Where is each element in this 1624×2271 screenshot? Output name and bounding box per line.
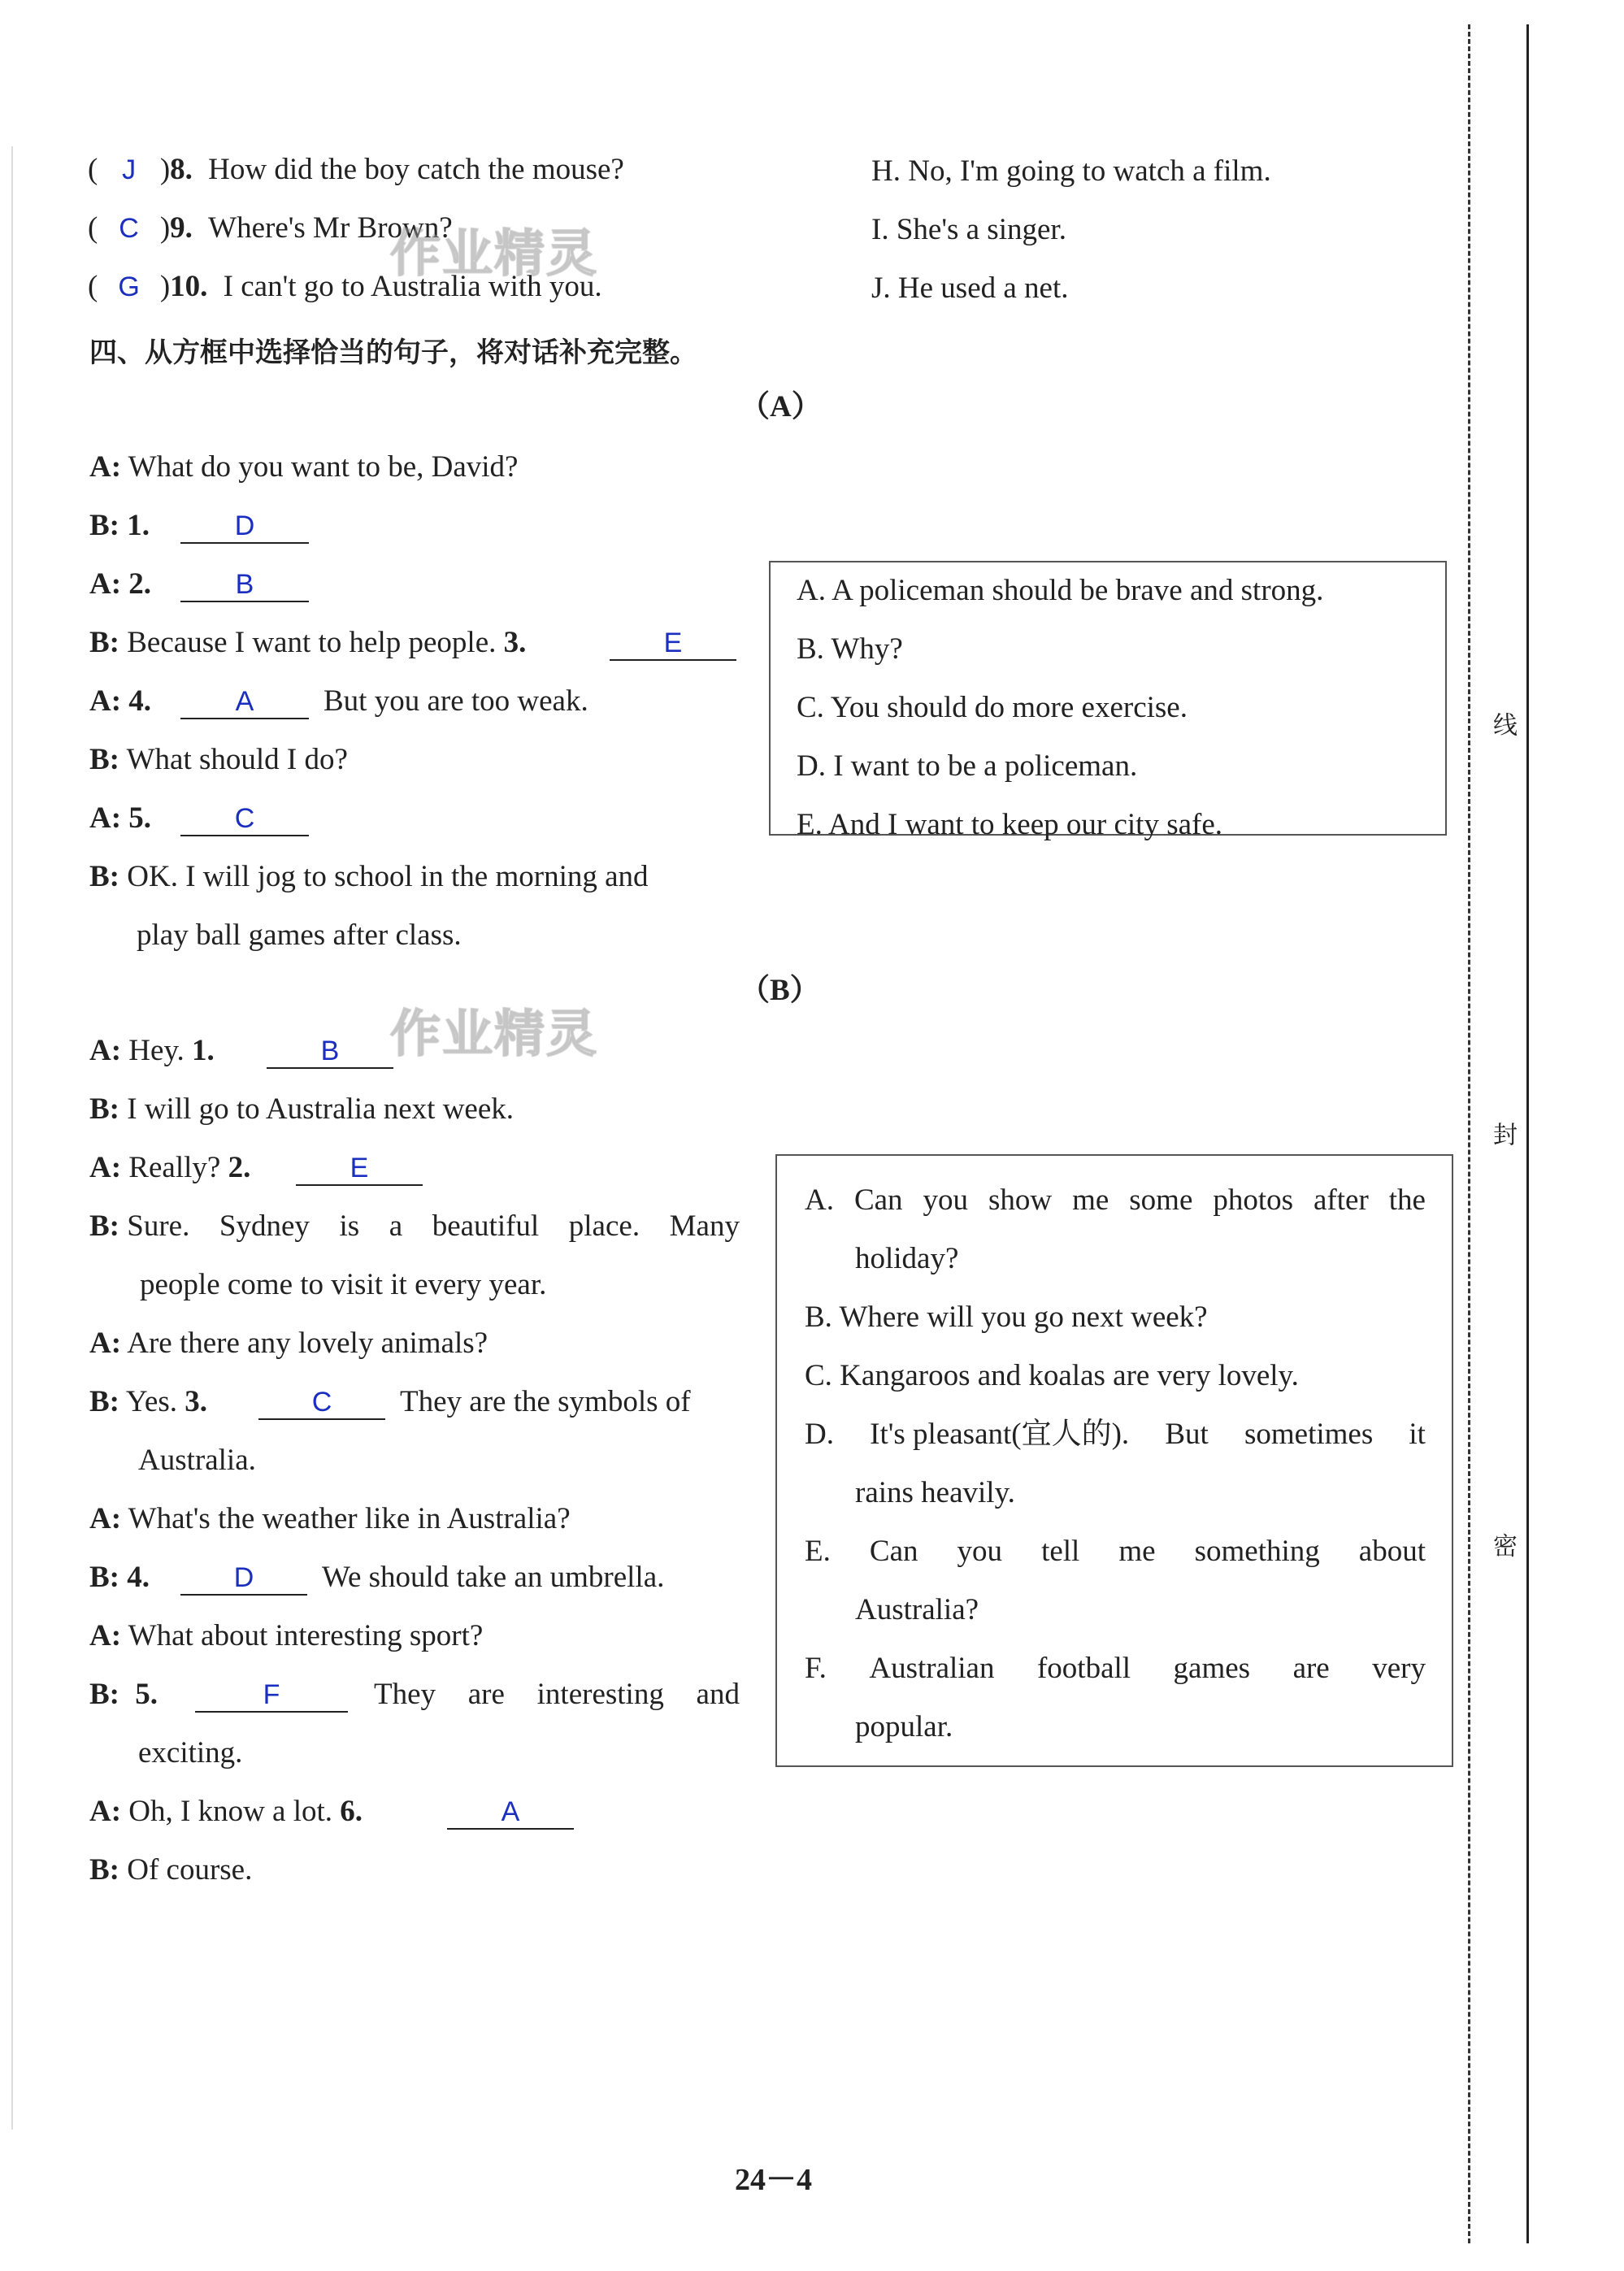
dialog-b-line-4: B: Sure. Sydney is a beautiful place. Many [89, 1209, 740, 1243]
binding-char-close: 密 [1488, 1533, 1517, 1557]
dialog-b-line-3: A: Really? 2. [89, 1151, 251, 1184]
match-row-10: ( G )10. I can't go to Australia with you. [88, 268, 602, 306]
dialog-b-line-1: A: Hey. 1. [89, 1034, 215, 1067]
answer-letter: J [122, 154, 137, 185]
left-margin-line [11, 146, 13, 2130]
option-d-cont: rains heavily. [855, 1476, 1015, 1509]
page-number: 24－4 [735, 2163, 813, 2197]
part-b-label: （B） [740, 974, 820, 1007]
answer-blank[interactable]: A [447, 1796, 574, 1830]
dialog-b-line-11: A: Oh, I know a lot. 6. [89, 1795, 363, 1828]
dialog-b-line-6-tail: They are the symbols of [400, 1385, 691, 1418]
binding-dashed-line [1468, 24, 1470, 2243]
dialog-a-line-4: B: Because I want to help people. 3. [89, 626, 527, 659]
dialog-b-line-12: B: Of course. [89, 1853, 253, 1887]
option-e: E. Can you tell me something about [805, 1535, 1426, 1568]
option-c: C. Kangaroos and koalas are very lovely. [805, 1359, 1299, 1392]
option-d: D. It's pleasant(宜人的). But sometimes it [805, 1418, 1426, 1451]
answer-blank[interactable]: F [195, 1678, 348, 1713]
dialog-a-line-6: B: What should I do? [89, 743, 348, 776]
binding-char-seal: 封 [1488, 1122, 1517, 1146]
dialog-b-line-8: B: 4. [89, 1561, 150, 1594]
binding-solid-line [1526, 24, 1529, 2243]
dialog-b-line-8-tail: We should take an umbrella. [322, 1561, 665, 1594]
dialog-b-line-10: B: 5. [89, 1678, 158, 1711]
watermark: 作业精灵 [390, 224, 599, 283]
dialog-a-line-8: B: OK. I will jog to school in the morning and [89, 860, 649, 893]
option-e-cont: Australia? [855, 1593, 979, 1626]
option-f-cont: popular. [855, 1710, 953, 1743]
answer-blank[interactable]: B [267, 1035, 393, 1069]
option-c: C. You should do more exercise. [797, 691, 1188, 724]
dialog-a-line-8-cont: play ball games after class. [137, 918, 462, 952]
answer-blank[interactable]: B [180, 568, 309, 602]
answer-blank[interactable]: D [180, 510, 309, 544]
answer-blank[interactable]: C [258, 1386, 385, 1420]
option-a-cont: holiday? [855, 1242, 959, 1275]
dialog-a-line-1: A: What do you want to be, David? [89, 450, 519, 484]
match-row-9: ( C )9. Where's Mr Brown? [88, 210, 453, 247]
dialog-b-line-10-tail: They are interesting and [374, 1678, 740, 1711]
dialog-b-line-5: A: Are there any lovely animals? [89, 1327, 489, 1360]
dialog-a-line-7: A: 5. [89, 801, 152, 835]
dialog-a-line-5-tail: But you are too weak. [323, 684, 588, 718]
dialog-b-line-7: A: What's the weather like in Australia? [89, 1502, 571, 1535]
answer-letter: G [118, 271, 140, 302]
match-row-8: ( J )8. How did the boy catch the mouse? [88, 151, 624, 189]
dialog-a-line-2: B: 1. [89, 509, 150, 542]
section-heading: 四、从方框中选择恰当的句子，将对话补充完整。 [89, 337, 697, 369]
option-f: F. Australian football games are very [805, 1652, 1426, 1685]
part-a-label: （A） [740, 390, 822, 423]
option-d: D. I want to be a policeman. [797, 749, 1138, 783]
dialog-b-line-6: B: Yes. 3. [89, 1385, 207, 1418]
dialog-b-line-9: A: What about interesting sport? [89, 1619, 484, 1652]
option-a: A. Can you show me some photos after the [805, 1183, 1426, 1217]
option-e: E. And I want to keep our city safe. [797, 808, 1223, 841]
match-option-j: J. He used a net. [871, 271, 1069, 305]
dialog-a-line-3: A: 2. [89, 567, 152, 601]
answer-blank[interactable]: E [296, 1152, 423, 1186]
answer-blank[interactable]: C [180, 802, 309, 836]
watermark: 作业精灵 [390, 1004, 599, 1063]
match-option-h: H. No, I'm going to watch a film. [871, 154, 1271, 188]
option-b: B. Why? [797, 632, 903, 666]
answer-blank[interactable]: A [180, 685, 309, 719]
options-box-a [769, 561, 1447, 841]
dialog-b-line-2: B: I will go to Australia next week. [89, 1092, 515, 1126]
dialog-b-line-4-cont: people come to visit it every year. [140, 1268, 547, 1301]
dialog-b-line-6-cont: Australia. [138, 1444, 256, 1477]
match-option-i: I. She's a singer. [871, 213, 1066, 246]
binding-char-line: 线 [1488, 712, 1517, 736]
answer-blank[interactable]: D [180, 1561, 307, 1596]
dialog-b-line-10-cont: exciting. [138, 1736, 243, 1769]
option-a: A. A policeman should be brave and strong. [797, 574, 1324, 607]
answer-blank[interactable]: E [610, 627, 736, 661]
dialog-a-line-5: A: 4. [89, 684, 152, 718]
option-b: B. Where will you go next week? [805, 1301, 1208, 1334]
answer-letter: C [119, 213, 139, 244]
options-box-b [775, 1154, 1453, 1767]
